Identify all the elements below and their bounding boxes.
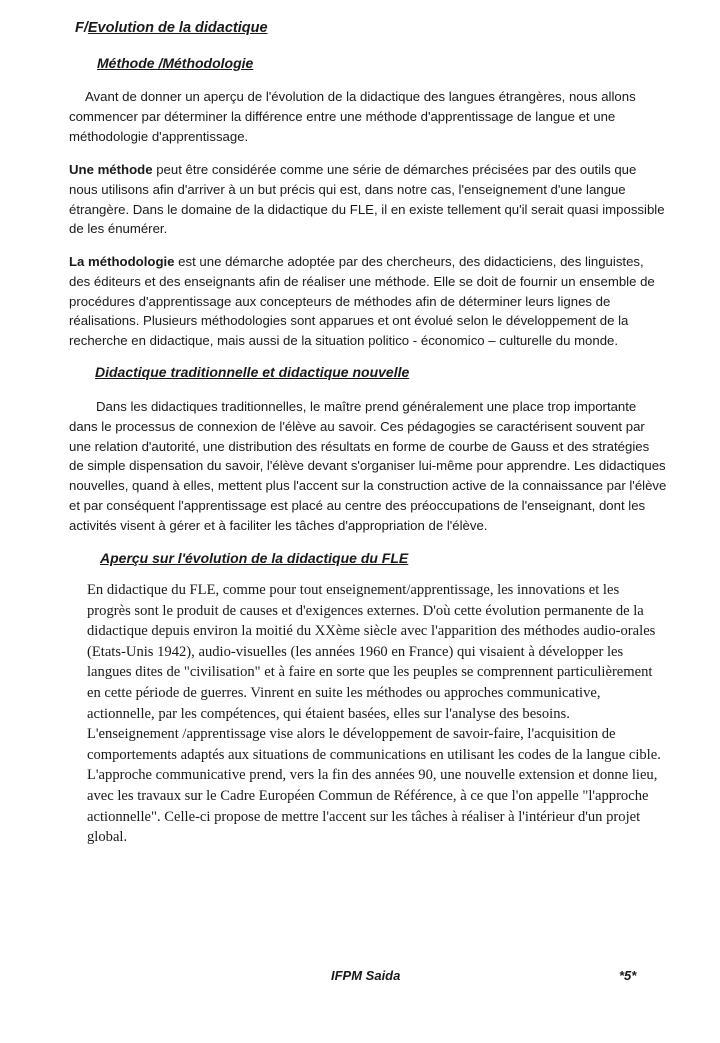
- section-title-methode: Méthode /Méthodologie: [97, 55, 254, 71]
- methodologie-term: La méthodologie: [69, 254, 175, 269]
- didactique-paragraph: Dans les didactiques traditionnelles, le maître prend généralement une place trop importante dans le processus de connexion de l'élève au savoir. Ces pédagogies se caractérisent souvent par une relation d'autorité, une distribution des résultats en forme de courbe de Gauss et des stratégies de simple dispensation du savoir, l'élève devant s'organiser lui-même pour apprendre. Les didactiques nouvelles, quand à elles, mettent plus l'accent sur la construction active de la connaissance par l'élève et par conséquent l'apprentissage est placé au centre des préoccupations de l'enseignant, dont les activités visent à gérer et à faciliter les tâches d'appropriation de l'élève.: [69, 399, 667, 533]
- footer-page-number: *5*: [619, 968, 637, 983]
- apercu-paragraph-3: L'approche communicative prend, vers la fin des années 90, une nouvelle extension et donne lieu, avec les travaux sur le Cadre Européen Commun de Référence, à ce que l'on appelle "l'approche actionnelle". Celle-ci propose de mettre l'accent sur les tâches à réaliser à l'intérieur d'un projet global.: [87, 767, 658, 846]
- section-title-apercu: Aperçu sur l'évolution de la didactique du FLE: [100, 550, 409, 566]
- apercu-paragraph-1: En didactique du FLE, comme pour tout enseignement/apprentissage, les innovations et les progrès sont le produit de causes et d'exigences externes. D'où cette évolution permanente de la didactique depuis environ la moitié du XXème siècle avec l'apparition des méthodes audio-orales (Etats-Unis 1942), audio-visuelles (les années 1960 en France) qui visaient à développer les langues dites de "civilisation" et à faire en sorte que les peuples se comprennent particulièrement en cette période de guerres. Vinrent en suite les méthodes ou approches communicative, actionnelle, par les compétences, qui étaient basées, elles sur l'analyse des besoins.: [87, 582, 656, 722]
- section-title-didactique: Didactique traditionnelle et didactique nouvelle: [95, 364, 410, 380]
- intro-paragraph: Avant de donner un aperçu de l'évolution de la didactique des langues étrangères, nous allons commencer par déterminer la différence entre une méthode d'apprentissage de langue et une méthodologie d'apprentissage.: [69, 89, 636, 144]
- apercu-paragraph-2: L'enseignement /apprentissage vise alors le développement de savoir-faire, l'acquisition de comportements adaptés aux situations de communications en utilisant les codes de la langue cible.: [87, 726, 661, 763]
- chapter-heading: [75, 20, 268, 36]
- methodologie-definition: est une démarche adoptée par des chercheurs, des didacticiens, des linguistes, des éditeurs et des enseignants afin de réaliser une méthode. Elle se doit de fournir un ensemble de procédures d'apprentissage aux concepteurs de méthodes afin de déterminer leurs lignes de réalisations. Plusieurs méthodologies sont apparues et ont évolué selon le développement de la recherche en didactique, mais aussi de la situation politico - économico – culturelle du monde.: [69, 254, 655, 349]
- methode-term: Une méthode: [69, 162, 153, 177]
- footer-institution: IFPM Saida: [331, 968, 401, 983]
- methodologie-paragraph: [69, 252, 667, 351]
- apercu-text-block: [87, 580, 665, 848]
- chapter-prefix: F/: [75, 20, 88, 36]
- methode-paragraph: [69, 160, 667, 239]
- methode-definition: peut être considérée comme une série de démarches précisées par des outils que nous utilisons afin d'arriver à un but précis qui est, dans notre cas, l'enseignement d'une langue étrangère. Dans le domaine de la didactique du FLE, il en existe tellement qu'il serait quasi impossible de les énumérer.: [69, 162, 665, 237]
- chapter-title: Evolution de la didactique: [87, 20, 268, 36]
